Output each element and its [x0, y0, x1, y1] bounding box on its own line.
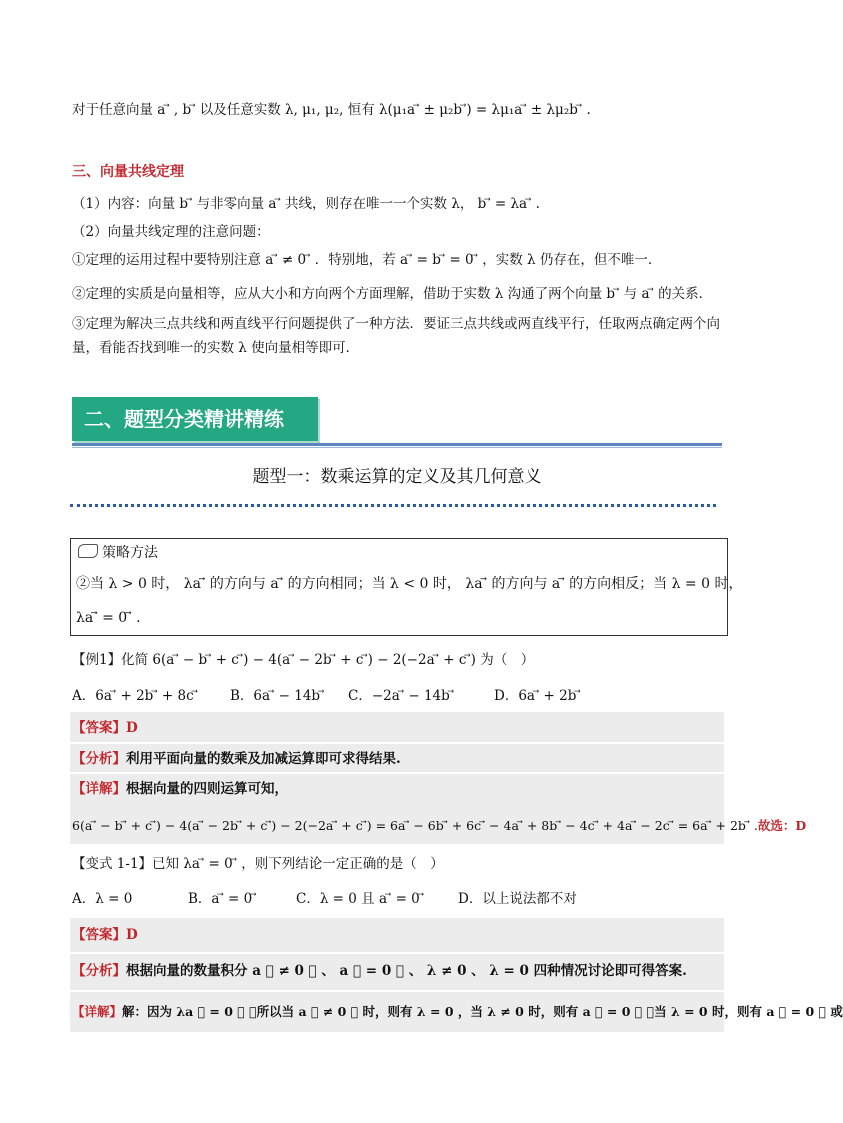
type-title: 题型一：数乘运算的定义及其几何意义	[252, 467, 542, 487]
section-heading: 三、向量共线定理	[72, 164, 184, 180]
banner-rule-thin	[72, 447, 722, 448]
analysis-label: 【分析】	[72, 963, 126, 979]
detail-text: 根据向量的四则运算可知，	[126, 781, 288, 797]
variant-1-analysis	[72, 961, 687, 981]
variant-1-answer	[72, 925, 138, 945]
answer-value: D	[126, 720, 138, 736]
strategy-line-1: ②当 λ > 0 时， λa ⃗ 的方向与 a ⃗ 的方向相同；当 λ < 0 时， λa ⃗ 的方向与 a ⃗ 的方向相反；当 λ = 0 时，	[76, 576, 743, 592]
intro-line: 对于任意向量 a ⃗ , b ⃗ 以及任意实数 λ, μ₁, μ₂, 恒有 λ(μ₁a ⃗ ± μ₂b ⃗) = λμ₁a ⃗ ± λμ₂b ⃗ .	[72, 102, 591, 118]
choice-a: A．6a ⃗ + 2b ⃗ + 8c ⃗	[72, 688, 198, 704]
example-1-detail	[72, 779, 288, 799]
example-1-answer	[72, 718, 138, 738]
strategy-title	[78, 542, 158, 562]
detail-text: 解：因为 λa ⃗ = 0 ⃗ ，所以当 a ⃗ ≠ 0 ⃗ 时，则有 λ = 0 ，当 λ ≠ 0 时，则有 a ⃗ = 0 ⃗ ，当 λ = 0 时，则有 a ⃗ = 0 ⃗ 或	[122, 1004, 843, 1019]
choice-b: B．6a ⃗ − 14b ⃗	[230, 688, 325, 704]
detail-label: 【详解】	[72, 781, 126, 797]
example-1-choices	[72, 686, 722, 706]
answer-bar	[70, 712, 724, 742]
example-1-formula	[72, 816, 806, 836]
analysis-label: 【分析】	[72, 751, 126, 767]
theorem-note-3: ③定理为解决三点共线和两直线平行问题提供了一种方法．要证三点共线或两直线平行，任取两点确定两个向量，看能否找到唯一的实数 λ 使向量相等即可．	[72, 316, 720, 356]
variant-1-detail	[72, 1002, 843, 1022]
analysis-text: 利用平面向量的数乘及加减运算即可求得结果.	[126, 751, 401, 767]
example-1-question: 【例1】化简 6(a ⃗ − b ⃗ + c ⃗) − 4(a ⃗ − 2b ⃗ + c ⃗) − 2(−2a ⃗ + c ⃗) 为（ ）	[72, 652, 535, 668]
variant-1-choices	[72, 889, 722, 909]
answer-label: 【答案】	[72, 927, 126, 943]
strategy-line-2: λa ⃗ = 0 ⃗ .	[76, 610, 141, 626]
answer-label: 【答案】	[72, 720, 126, 736]
formula-text: 6(a ⃗ − b ⃗ + c ⃗) − 4(a ⃗ − 2b ⃗ + c ⃗) − 2(−2a ⃗ + c ⃗) = 6a ⃗ − 6b ⃗ + 6c ⃗ − 4a ⃗ + 8b ⃗ − 4c ⃗ + 4a ⃗ − 2c ⃗ = 6a ⃗ + 2b ⃗ .	[72, 818, 758, 833]
variant-1-question: 【变式 1-1】已知 λa ⃗ = 0 ⃗ ，则下列结论一定正确的是（ ）	[72, 856, 444, 872]
theorem-content: （1）内容：向量 b ⃗ 与非零向量 a ⃗ 共线，则存在唯一一个实数 λ， b ⃗ = λa ⃗ .	[72, 196, 540, 212]
theorem-note-2: ②定理的实质是向量相等，应从大小和方向两个方面理解，借助于实数 λ 沟通了两个向量 b ⃗ 与 a ⃗ 的关系．	[72, 286, 713, 302]
choice-c: C．λ = 0 且 a ⃗ = 0 ⃗	[296, 891, 425, 907]
strategy-title-text: 策略方法	[102, 545, 158, 561]
formula-conclusion: 故选：D	[757, 818, 807, 833]
detail-label: 【详解】	[72, 1004, 123, 1019]
pointing-hand-icon	[78, 544, 98, 558]
choice-d: D．以上说法都不对	[458, 891, 577, 907]
choice-a: A．λ = 0	[72, 891, 133, 907]
choice-b: B．a ⃗ = 0 ⃗	[188, 891, 257, 907]
dotted-divider	[70, 504, 716, 507]
answer-value: D	[126, 927, 138, 943]
choice-c: C．−2a ⃗ − 14b ⃗	[348, 688, 455, 704]
answer-bar	[70, 918, 724, 952]
banner-rule	[72, 443, 722, 446]
analysis-text: 根据向量的数量积分 a ⃗ ≠ 0 ⃗ 、 a ⃗ = 0 ⃗ 、 λ ≠ 0 、 λ = 0 四种情况讨论即可得答案.	[126, 963, 687, 979]
chapter-banner: 二、题型分类精讲精练	[72, 397, 318, 441]
theorem-note-1: ①定理的运用过程中要特别注意 a ⃗ ≠ 0 ⃗ ．特别地，若 a ⃗ = b ⃗ = 0 ⃗ ，实数 λ 仍存在，但不唯一．	[72, 252, 662, 268]
choice-d: D．6a ⃗ + 2b ⃗	[494, 688, 581, 704]
theorem-notes-title: （2）向量共线定理的注意问题：	[72, 224, 270, 240]
example-1-analysis	[72, 749, 401, 769]
